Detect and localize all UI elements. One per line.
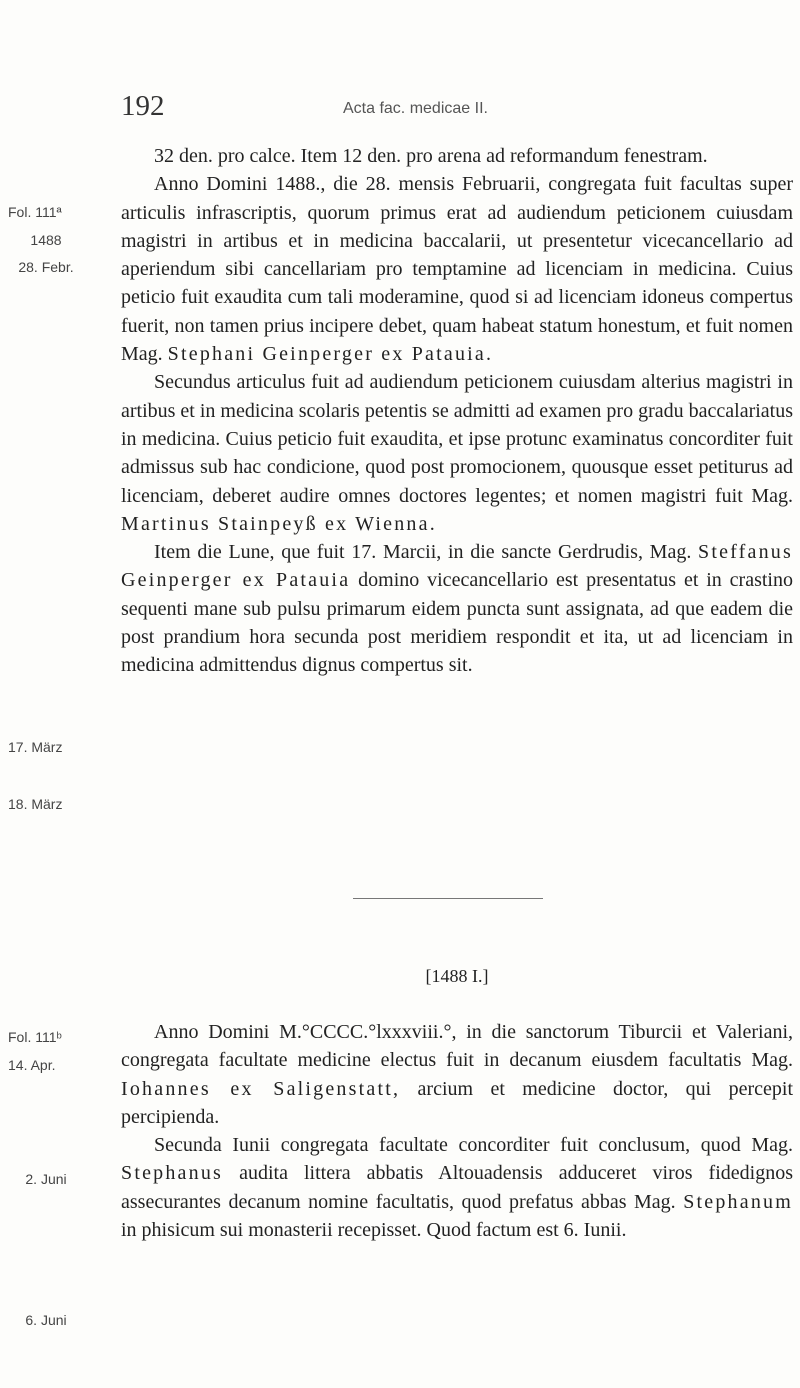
margin-note-folio-111b: Fol. 111ᵇ bbox=[8, 1029, 62, 1045]
margin-note-folio-111a: Fol. 111ª bbox=[8, 204, 62, 220]
body-section-1 bbox=[121, 142, 793, 680]
person-name: Stephanum bbox=[683, 1190, 793, 1213]
person-name: Iohannes ex Saligenstatt, bbox=[121, 1077, 401, 1100]
page-header bbox=[0, 90, 800, 126]
person-name: Stephanus bbox=[121, 1162, 224, 1185]
margin-note-date-apr14: 14. Apr. bbox=[8, 1057, 56, 1073]
margin-note-date-feb: 28. Febr. bbox=[18, 259, 74, 275]
page-number: 192 bbox=[121, 90, 165, 122]
running-head: Acta fac. medicae II. bbox=[343, 100, 488, 117]
paragraph: Anno Domini 1488., die 28. mensis Februarii, congregata fuit facultas super articulis infrascriptis, quorum primus erat ad audiendum peticionem cuiusdam magistri in artibus et in medicina baccalarii, ut presentetur vicecancellario ad aperiendum sibi cancellariam pro temptamine ad licenciam in medicina. Cuius peticio fuit exaudita cum tali moderamine, quod si ad licenciam idoneus compertus fuerit, non tamen prius incipere debet, quam habeat statum honestum, et fuit nomen Mag. Stephani Geinperger ex Patauia. bbox=[121, 173, 793, 366]
year-heading: [1488 I.] bbox=[425, 966, 489, 986]
person-name: Steffanus Geinperger ex Patauia bbox=[121, 541, 793, 592]
margin-note-date-mar17: 17. März bbox=[8, 739, 63, 755]
person-name: Martinus Stainpeyß ex Wienna. bbox=[121, 512, 437, 535]
paragraph: Item die Lune, que fuit 17. Marcii, in die sancte Gerdrudis, Mag. Steffanus Geinperger ex Patauia domino vicecancellario est presentatus et in crastino sequenti mane sub pulsu primarum eidem puncta sunt assignata, ad que eadem die post prandium hora secunda post meridiem respondit et ita, ut ad licenciam in medicina admittendus dignus compertus sit. bbox=[121, 541, 793, 677]
paragraph: 32 den. pro calce. Item 12 den. pro arena ad reformandum fenestram. bbox=[154, 145, 708, 167]
margin-note-year: 1488 bbox=[30, 232, 62, 248]
margin-note-date-jun6: 6. Juni bbox=[25, 1312, 67, 1328]
paragraph: Secundus articulus fuit ad audiendum peticionem cuiusdam alterius magistri in artibus et in medicina scolaris petentis se admitti ad examen pro gradu baccalariatus in medicina. Cuius peticio fuit exaudita, et ipse protunc examinatus concorditer fuit admissus sub hac condicione, quod post promocionem, quousque esset petiturus ad licenciam, deberet audire omnes doctores legentes; et nomen magistri fuit Mag. Martinus Stainpeyß ex Wienna. bbox=[121, 371, 793, 535]
body-section-2 bbox=[121, 1018, 793, 1244]
paragraph: Secunda Iunii congregata facultate concorditer fuit conclusum, quod Mag. Stephanus audita littera abbatis Altouadensis adduceret viros fidedignos assecurantes decanum nomine facultatis, quod prefatus abbas Mag. Stephanum in phisicum sui monasterii recepisset. Quod factum est 6. Iunii. bbox=[121, 1134, 793, 1242]
margin-note-date-mar18: 18. März bbox=[8, 796, 63, 812]
person-name: Stephani Geinperger ex Patauia. bbox=[167, 343, 494, 366]
margin-note-date-jun2: 2. Juni bbox=[25, 1171, 67, 1187]
section-divider bbox=[353, 898, 543, 899]
paragraph: Anno Domini M.°CCCC.°lxxxviii.°, in die sanctorum Tiburcii et Valeriani, congregata facultate medicine electus fuit in decanum eiusdem facultatis Mag. Iohannes ex Saligenstatt, arcium et medicine doctor, qui percepit percipienda. bbox=[121, 1021, 793, 1128]
